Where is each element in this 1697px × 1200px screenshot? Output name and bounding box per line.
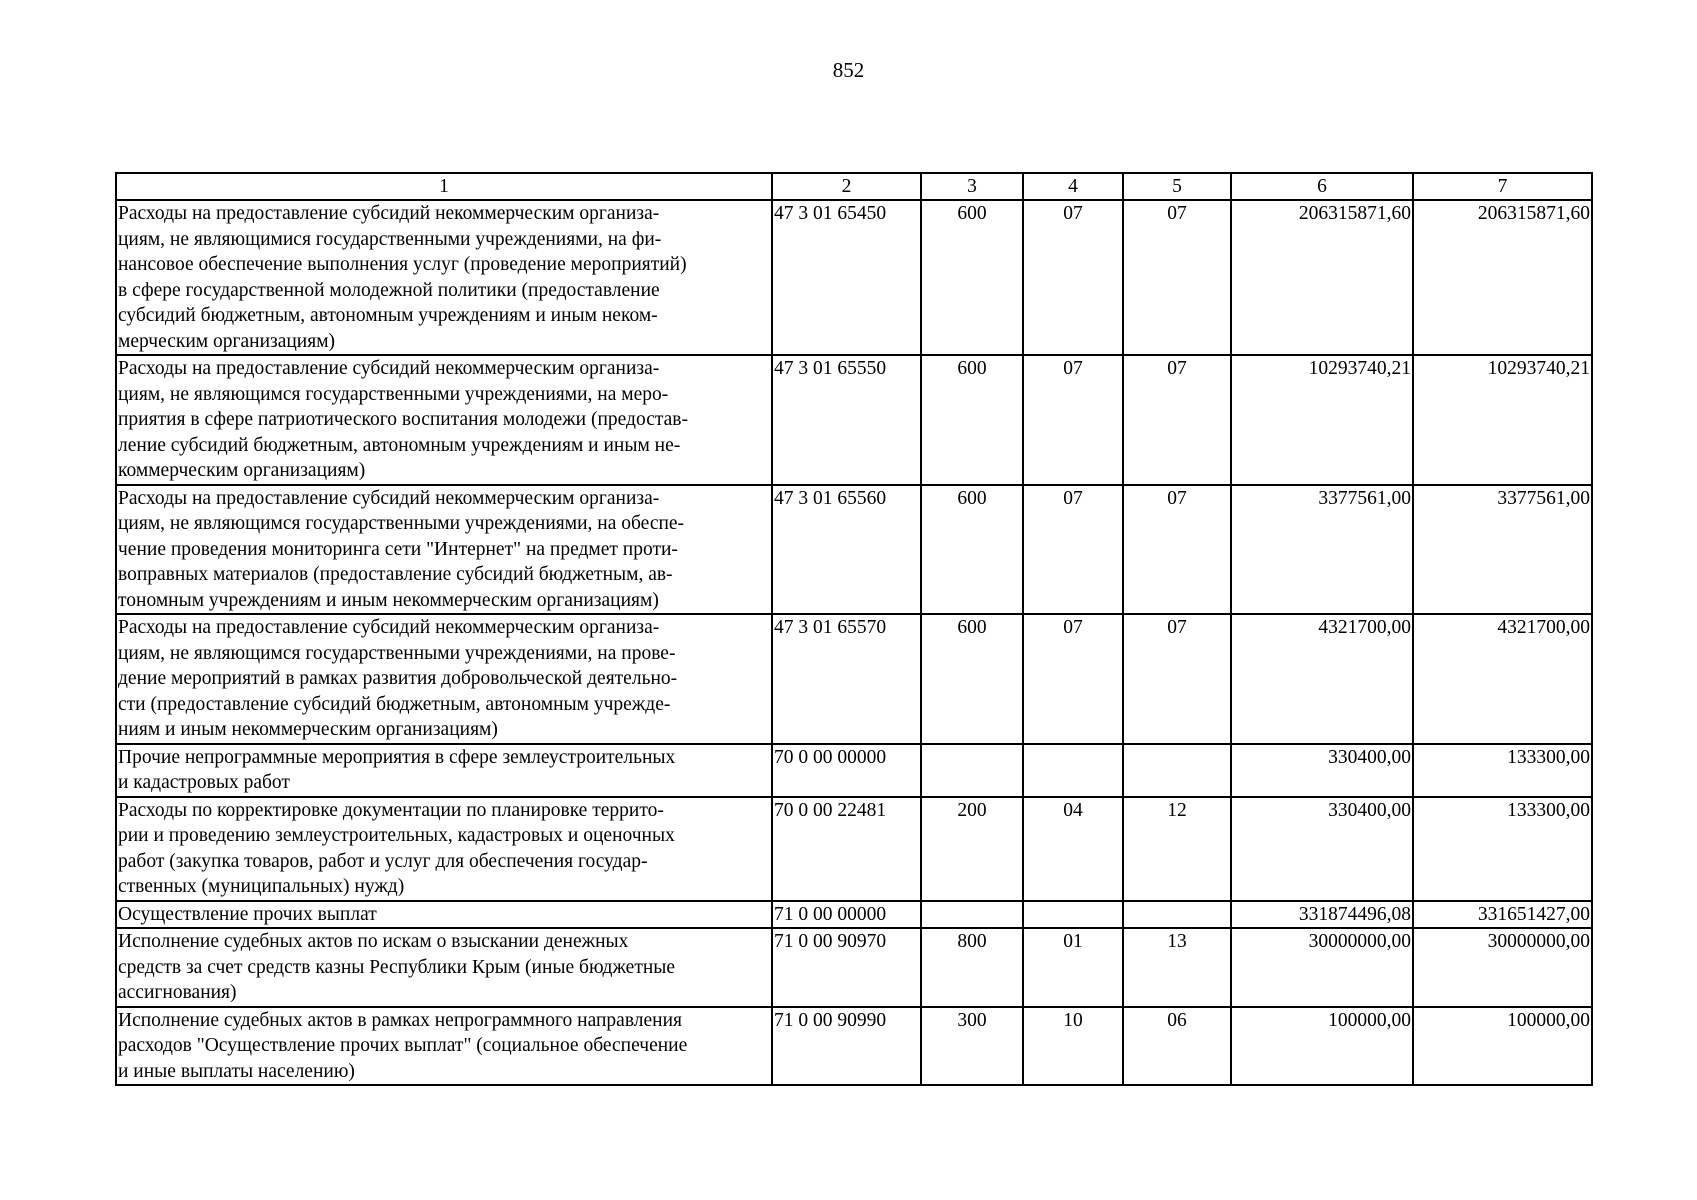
row-target-code: 70 0 00 00000 bbox=[772, 744, 921, 797]
row-target-code: 71 0 00 00000 bbox=[772, 901, 921, 929]
row-amount-col6: 330400,00 bbox=[1231, 744, 1413, 797]
row-expense-type: 600 bbox=[921, 614, 1023, 744]
row-amount-col7: 206315871,60 bbox=[1413, 200, 1592, 355]
row-amount-col6: 100000,00 bbox=[1231, 1007, 1413, 1086]
row-expense-type: 600 bbox=[921, 355, 1023, 485]
row-expense-type: 600 bbox=[921, 200, 1023, 355]
row-expense-type: 800 bbox=[921, 928, 1023, 1007]
table-row bbox=[116, 901, 1592, 929]
col-header-3: 3 bbox=[921, 173, 1023, 200]
row-amount-col7: 10293740,21 bbox=[1413, 355, 1592, 485]
table-row bbox=[116, 928, 1592, 1007]
row-section: 01 bbox=[1023, 928, 1123, 1007]
row-target-code: 71 0 00 90970 bbox=[772, 928, 921, 1007]
row-amount-col6: 330400,00 bbox=[1231, 797, 1413, 901]
table-row bbox=[116, 744, 1592, 797]
table-row bbox=[116, 614, 1592, 744]
row-target-code: 47 3 01 65560 bbox=[772, 485, 921, 615]
table-row bbox=[116, 355, 1592, 485]
row-amount-col7: 100000,00 bbox=[1413, 1007, 1592, 1086]
row-subsection: 06 bbox=[1123, 1007, 1231, 1086]
row-amount-col7: 3377561,00 bbox=[1413, 485, 1592, 615]
table-row bbox=[116, 200, 1592, 355]
row-amount-col6: 3377561,00 bbox=[1231, 485, 1413, 615]
row-amount-col7: 133300,00 bbox=[1413, 797, 1592, 901]
col-header-6: 6 bbox=[1231, 173, 1413, 200]
row-amount-col6: 206315871,60 bbox=[1231, 200, 1413, 355]
row-description: Расходы на предоставление субсидий некоммерческим организа- циям, не являющимися государственными учреждениями, на фи- нансовое обеспечение выполнения услуг (проведение мероприятий) в сфере государственной молодежной политики (предоставление субсидий бюджетным, автономным учреждениям и иным неком- мерческим организациям) bbox=[116, 200, 772, 355]
row-section: 10 bbox=[1023, 1007, 1123, 1086]
row-description: Расходы на предоставление субсидий некоммерческим организа- циям, не являющимся государственными учреждениями, на прове- дение мероприятий в рамках развития добровольческой деятельно- сти (предоставление субсидий бюджетным, автономным учрежде- ниям и иным некоммерческим организациям) bbox=[116, 614, 772, 744]
row-subsection: 07 bbox=[1123, 485, 1231, 615]
row-subsection: 07 bbox=[1123, 200, 1231, 355]
row-subsection: 13 bbox=[1123, 928, 1231, 1007]
row-target-code: 47 3 01 65570 bbox=[772, 614, 921, 744]
row-section: 04 bbox=[1023, 797, 1123, 901]
row-target-code: 71 0 00 90990 bbox=[772, 1007, 921, 1086]
row-description: Расходы на предоставление субсидий некоммерческим организа- циям, не являющимся государственными учреждениями, на обеспе- чение проведения мониторинга сети "Интернет" на предмет проти- воправных материалов (предоставление субсидий бюджетным, ав- тономным учреждениям и иным некоммерческим организациям) bbox=[116, 485, 772, 615]
row-description: Расходы по корректировке документации по планировке террито- рии и проведению землеустроительных, кадастровых и оценочных работ (закупка товаров, работ и услуг для обеспечения государ- ственных (муниципальных) нужд) bbox=[116, 797, 772, 901]
row-section: 07 bbox=[1023, 485, 1123, 615]
row-description: Исполнение судебных актов по искам о взыскании денежных средств за счет средств казны Республики Крым (иные бюджетные ассигнования) bbox=[116, 928, 772, 1007]
row-section bbox=[1023, 901, 1123, 929]
row-subsection bbox=[1123, 744, 1231, 797]
page-number: 852 bbox=[832, 58, 865, 82]
row-amount-col6: 30000000,00 bbox=[1231, 928, 1413, 1007]
col-header-4: 4 bbox=[1023, 173, 1123, 200]
row-subsection bbox=[1123, 901, 1231, 929]
col-header-1: 1 bbox=[116, 173, 772, 200]
col-header-2: 2 bbox=[772, 173, 921, 200]
row-subsection: 07 bbox=[1123, 355, 1231, 485]
row-subsection: 07 bbox=[1123, 614, 1231, 744]
row-section: 07 bbox=[1023, 355, 1123, 485]
col-header-5: 5 bbox=[1123, 173, 1231, 200]
row-amount-col6: 4321700,00 bbox=[1231, 614, 1413, 744]
row-expense-type bbox=[921, 901, 1023, 929]
row-amount-col7: 30000000,00 bbox=[1413, 928, 1592, 1007]
row-amount-col7: 331651427,00 bbox=[1413, 901, 1592, 929]
budget-table bbox=[115, 172, 1593, 1086]
row-target-code: 70 0 00 22481 bbox=[772, 797, 921, 901]
col-header-7: 7 bbox=[1413, 173, 1592, 200]
row-expense-type: 300 bbox=[921, 1007, 1023, 1086]
row-amount-col6: 10293740,21 bbox=[1231, 355, 1413, 485]
row-amount-col7: 133300,00 bbox=[1413, 744, 1592, 797]
row-target-code: 47 3 01 65450 bbox=[772, 200, 921, 355]
row-expense-type: 600 bbox=[921, 485, 1023, 615]
row-section: 07 bbox=[1023, 614, 1123, 744]
row-description: Осуществление прочих выплат bbox=[116, 901, 772, 929]
table-row bbox=[116, 1007, 1592, 1086]
row-description: Расходы на предоставление субсидий некоммерческим организа- циям, не являющимся государственными учреждениями, на меро- приятия в сфере патриотического воспитания молодежи (предостав- ление субсидий бюджетным, автономным учреждениям и иным не- коммерческим организациям) bbox=[116, 355, 772, 485]
row-section: 07 bbox=[1023, 200, 1123, 355]
row-description: Прочие непрограммные мероприятия в сфере землеустроительных и кадастровых работ bbox=[116, 744, 772, 797]
table-row bbox=[116, 485, 1592, 615]
row-amount-col7: 4321700,00 bbox=[1413, 614, 1592, 744]
row-target-code: 47 3 01 65550 bbox=[772, 355, 921, 485]
row-description: Исполнение судебных актов в рамках непрограммного направления расходов "Осуществление прочих выплат" (социальное обеспечение и иные выплаты населению) bbox=[116, 1007, 772, 1086]
table-header-row bbox=[116, 173, 1592, 200]
row-expense-type: 200 bbox=[921, 797, 1023, 901]
row-expense-type bbox=[921, 744, 1023, 797]
table-row bbox=[116, 797, 1592, 901]
row-amount-col6: 331874496,08 bbox=[1231, 901, 1413, 929]
row-subsection: 12 bbox=[1123, 797, 1231, 901]
row-section bbox=[1023, 744, 1123, 797]
